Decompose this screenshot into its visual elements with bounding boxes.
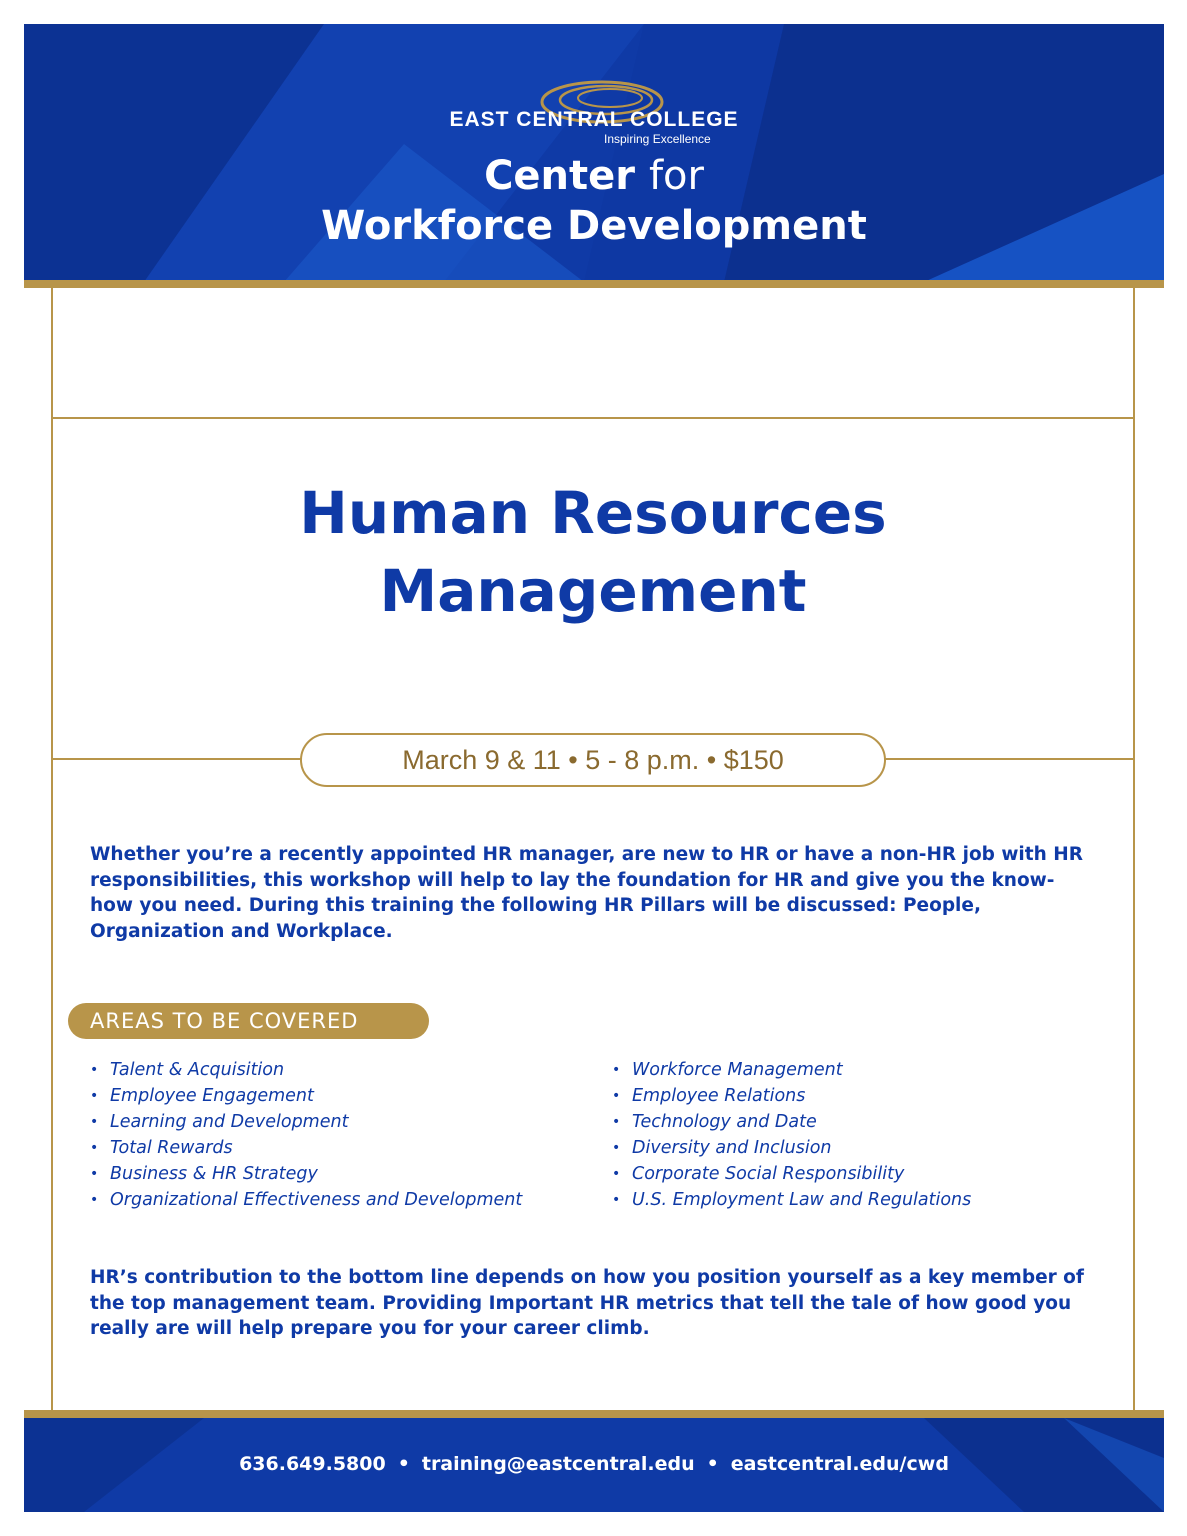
list-item [90, 1161, 522, 1187]
list-item [90, 1135, 522, 1161]
bullet-icon: • [612, 1166, 621, 1182]
areas-list-left [90, 1057, 522, 1213]
frame-border-right [1133, 288, 1135, 1410]
page-title-line1: Human Resources [299, 479, 887, 547]
contact-info [24, 1450, 1164, 1478]
list-item [612, 1161, 971, 1187]
phone-number[interactable]: 636.649.5800 [239, 1453, 386, 1475]
list-item-label: Workforce Management [632, 1060, 843, 1080]
page-title-line2: Management [379, 557, 807, 625]
list-item [90, 1057, 522, 1083]
page-title [53, 474, 1133, 630]
list-item [90, 1109, 522, 1135]
bullet-icon: • [612, 1114, 621, 1130]
list-item [612, 1083, 971, 1109]
date-line-left [51, 758, 303, 760]
list-item-label: Organizational Effectiveness and Development [110, 1190, 523, 1210]
website-link[interactable]: eastcentral.edu/cwd [730, 1453, 949, 1475]
gold-divider-bottom [24, 1410, 1164, 1418]
list-item-label: Talent & Acquisition [110, 1060, 285, 1080]
list-item [90, 1083, 522, 1109]
college-logo [24, 72, 1164, 152]
list-item-label: Diversity and Inclusion [632, 1138, 832, 1158]
list-item [612, 1057, 971, 1083]
list-item-label: U.S. Employment Law and Regulations [632, 1190, 972, 1210]
list-item-label: Corporate Social Responsibility [632, 1164, 905, 1184]
list-item [612, 1135, 971, 1161]
list-item-label: Technology and Date [632, 1112, 817, 1132]
list-item-label: Employee Relations [632, 1086, 806, 1106]
email-link[interactable]: training@eastcentral.edu [421, 1453, 695, 1475]
bullet-icon: • [90, 1088, 99, 1104]
center-title-light: for [648, 153, 704, 199]
list-item-label: Business & HR Strategy [110, 1164, 318, 1184]
date-line-right [884, 758, 1135, 760]
list-item-label: Employee Engagement [110, 1086, 314, 1106]
frame-border-left [51, 288, 53, 1410]
bullet-icon: • [90, 1140, 99, 1156]
college-name: EAST CENTRAL COLLEGE [449, 108, 739, 131]
bullet-icon: • [90, 1114, 99, 1130]
areas-heading: AREAS TO BE COVERED [68, 1003, 429, 1039]
header-banner [24, 24, 1164, 282]
bullet-icon: • [612, 1062, 621, 1078]
separator-dot: • [397, 1453, 410, 1475]
closing-paragraph: HR’s contribution to the bottom line depends on how you position yourself as a key member of the top management team. Providing Important HR metrics that tell the tale of how good you really are will help prepare you for your career climb. [90, 1267, 1084, 1340]
bullet-icon: • [90, 1192, 99, 1208]
college-tagline: Inspiring Excellence [604, 132, 711, 146]
list-item-label: Learning and Development [110, 1112, 349, 1132]
footer-banner [24, 1418, 1164, 1512]
bullet-icon: • [90, 1166, 99, 1182]
gold-divider-top [24, 280, 1164, 288]
intro-paragraph: Whether you’re a recently appointed HR manager, are new to HR or have a non-HR job with HR responsibilities, this workshop will help to lay the foundation for HR and give you the know-how you need. During this training the following HR Pillars will be discussed: People, Organization and Workplace. [90, 844, 1083, 943]
areas-list-right [612, 1057, 971, 1213]
bullet-icon: • [612, 1192, 621, 1208]
bullet-icon: • [612, 1140, 621, 1156]
list-item [612, 1109, 971, 1135]
bullet-icon: • [90, 1062, 99, 1078]
date-price-badge: March 9 & 11 • 5 - 8 p.m. • $150 [300, 733, 886, 787]
separator-dot: • [706, 1453, 719, 1475]
list-item [612, 1187, 971, 1213]
center-subtitle: Workforce Development [321, 203, 867, 249]
frame-divider [51, 417, 1135, 419]
list-item [90, 1187, 522, 1213]
bullet-icon: • [612, 1088, 621, 1104]
center-title [24, 152, 1164, 200]
list-item-label: Total Rewards [110, 1138, 233, 1158]
center-title-bold: Center [484, 153, 635, 199]
